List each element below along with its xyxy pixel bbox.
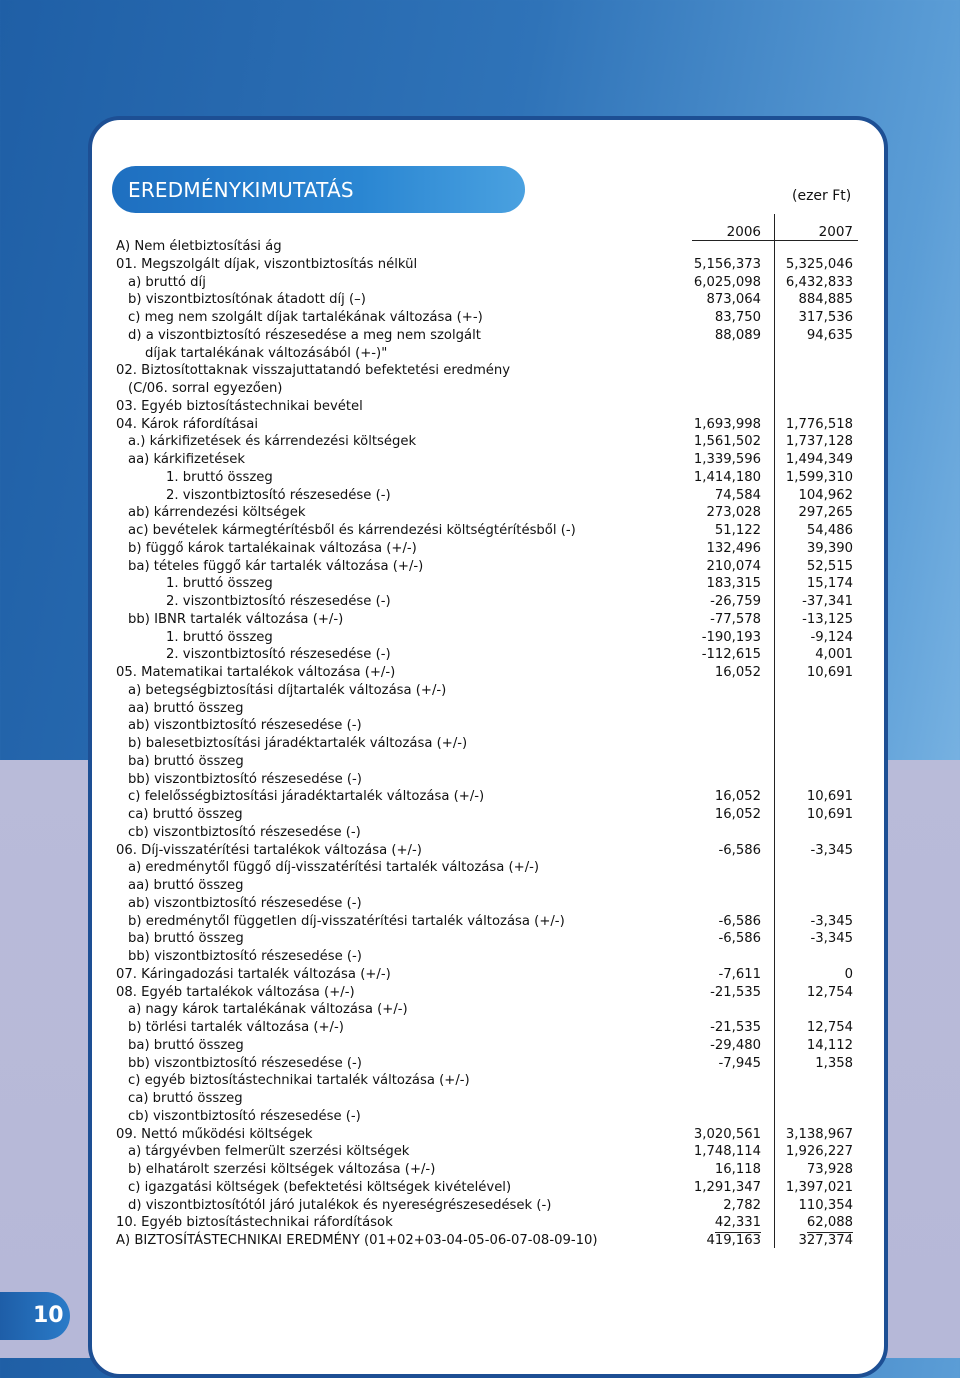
row-value-2006: 1,561,502 bbox=[693, 434, 761, 450]
row-value-2007: 5,325,046 bbox=[785, 256, 853, 272]
row-value-2007: 10,691 bbox=[806, 807, 853, 822]
row-value-2006: -6,586 bbox=[718, 931, 761, 947]
table-row bbox=[0, 558, 960, 576]
row-label: b) függő károk tartalékainak változása (+/-) bbox=[128, 540, 417, 556]
row-label: 03. Egyéb biztosítástechnikai bevétel bbox=[116, 398, 363, 414]
row-value-2006: -21,535 bbox=[710, 984, 761, 1000]
row-value-2006: -6,586 bbox=[718, 913, 761, 929]
table-row bbox=[0, 682, 960, 700]
row-value-2006: 74,584 bbox=[714, 487, 761, 503]
table-row bbox=[0, 735, 960, 753]
table-row bbox=[0, 859, 960, 877]
row-label: b) elhatárolt szerzési költségek változása (+/-) bbox=[128, 1162, 436, 1177]
table-row bbox=[0, 1108, 960, 1126]
row-value-2006: 16,052 bbox=[714, 665, 761, 680]
row-value-2006: 88,089 bbox=[714, 327, 761, 343]
table-row bbox=[0, 717, 960, 735]
table-row bbox=[0, 842, 960, 860]
table-row bbox=[0, 238, 960, 256]
row-value-2007: 317,536 bbox=[798, 310, 853, 325]
table-row bbox=[0, 1019, 960, 1037]
row-value-2007: 14,112 bbox=[806, 1037, 853, 1053]
row-label: b) balesetbiztosítási járadéktartalék változása (+/-) bbox=[128, 736, 468, 751]
table-row bbox=[0, 540, 960, 558]
row-value-2007: 62,088 bbox=[807, 1214, 853, 1233]
table-row bbox=[0, 433, 960, 451]
row-value-2007: -3,345 bbox=[810, 842, 853, 858]
table-row bbox=[0, 1161, 960, 1179]
table-row bbox=[0, 575, 960, 593]
row-label: bb) viszontbiztosító részesedése (-) bbox=[128, 1055, 362, 1071]
row-label: 07. Káringadozási tartalék változása (+/-) bbox=[116, 966, 391, 982]
page-title: EREDMÉNYKIMUTATÁS bbox=[128, 178, 354, 202]
row-label: 1. bruttó összeg bbox=[166, 629, 273, 645]
row-value-2006: 51,122 bbox=[714, 523, 761, 538]
row-label: 09. Nettó működési költségek bbox=[116, 1126, 313, 1142]
table-row bbox=[0, 1214, 960, 1232]
row-value-2007: 0 bbox=[844, 966, 853, 982]
row-value-2006: 6,025,098 bbox=[693, 274, 761, 290]
row-label: 10. Egyéb biztosítástechnikai ráfordítások bbox=[116, 1215, 393, 1231]
row-label: 2. viszontbiztosító részesedése (-) bbox=[166, 647, 391, 663]
row-value-2006: 273,028 bbox=[706, 505, 761, 521]
row-label: aa) kárkifizetések bbox=[128, 452, 245, 467]
row-value-2006: -77,578 bbox=[710, 611, 761, 627]
table-row bbox=[0, 611, 960, 629]
row-value-2006: 210,074 bbox=[706, 558, 761, 574]
table-row bbox=[0, 593, 960, 611]
row-value-2007: 6,432,833 bbox=[785, 274, 853, 290]
table-row bbox=[0, 664, 960, 682]
table-row bbox=[0, 1072, 960, 1090]
row-value-2006: -6,586 bbox=[718, 842, 761, 858]
row-label: bb) viszontbiztosító részesedése (-) bbox=[128, 949, 362, 964]
row-label: 01. Megszolgált díjak, viszontbiztosítás nélkül bbox=[116, 256, 418, 272]
row-value-2006: 183,315 bbox=[706, 576, 761, 592]
row-value-2006: 5,156,373 bbox=[693, 256, 761, 272]
row-label: bb) viszontbiztosító részesedése (-) bbox=[128, 771, 362, 787]
row-label: 05. Matematikai tartalékok változása (+/-) bbox=[116, 665, 396, 680]
row-value-2006: 16,118 bbox=[714, 1162, 761, 1177]
row-label: aa) bruttó összeg bbox=[128, 700, 244, 716]
table-row bbox=[0, 327, 960, 345]
row-value-2007: -13,125 bbox=[802, 611, 853, 627]
row-label: a.) kárkifizetések és kárrendezési költségek bbox=[128, 434, 417, 450]
row-value-2006: 873,064 bbox=[706, 292, 761, 308]
row-label: (C/06. sorral egyezően) bbox=[128, 381, 283, 396]
row-value-2007: 1,926,227 bbox=[785, 1144, 853, 1160]
row-value-2007: 1,776,518 bbox=[785, 416, 853, 432]
row-label: a) tárgyévben felmerült szerzési költségek bbox=[128, 1144, 410, 1160]
row-label: ba) tételes függő kár tartalék változása (+/-) bbox=[128, 558, 424, 574]
table-row bbox=[0, 966, 960, 984]
row-value-2007: 52,515 bbox=[806, 558, 853, 574]
row-value-2006: 1,748,114 bbox=[693, 1144, 761, 1160]
row-label: bb) IBNR tartalék változása (+/-) bbox=[128, 611, 344, 627]
row-label: aa) bruttó összeg bbox=[128, 878, 244, 893]
row-value-2007: 110,354 bbox=[798, 1197, 853, 1213]
row-label: c) felelősségbiztosítási járadéktartalék változása (+/-) bbox=[128, 789, 485, 805]
table-row bbox=[0, 416, 960, 434]
table-row bbox=[0, 930, 960, 948]
row-value-2007: 1,737,128 bbox=[785, 434, 853, 450]
row-value-2006: 3,020,561 bbox=[693, 1126, 761, 1142]
table-row bbox=[0, 700, 960, 718]
table-row bbox=[0, 256, 960, 274]
row-value-2007: -9,124 bbox=[810, 629, 853, 645]
table-row bbox=[0, 291, 960, 309]
row-value-2007: 94,635 bbox=[806, 327, 853, 343]
row-label: b) törlési tartalék változása (+/-) bbox=[128, 1020, 344, 1035]
row-label: cb) viszontbiztosító részesedése (-) bbox=[128, 824, 361, 840]
row-value-2007: 104,962 bbox=[798, 487, 853, 503]
row-value-2006: 132,496 bbox=[706, 540, 761, 556]
row-value-2007: 1,599,310 bbox=[785, 469, 853, 485]
row-label: 04. Károk ráfordításai bbox=[116, 416, 258, 432]
row-value-2007: 39,390 bbox=[806, 540, 853, 556]
row-label: c) meg nem szolgált díjak tartalékának változása (+-) bbox=[128, 310, 483, 325]
row-label: a) nagy károk tartalékának változása (+/-) bbox=[128, 1002, 408, 1018]
table-row bbox=[0, 913, 960, 931]
row-value-2007: 10,691 bbox=[806, 665, 853, 680]
row-value-2007: 1,397,021 bbox=[785, 1179, 853, 1195]
row-value-2006: -21,535 bbox=[710, 1020, 761, 1035]
row-value-2006: 83,750 bbox=[714, 310, 761, 325]
row-value-2007: 327,374 bbox=[798, 1233, 853, 1248]
row-value-2006: 1,291,347 bbox=[693, 1179, 761, 1195]
row-value-2007: 1,494,349 bbox=[785, 452, 853, 467]
row-label: ba) bruttó összeg bbox=[128, 1037, 244, 1053]
row-label: 2. viszontbiztosító részesedése (-) bbox=[166, 487, 391, 503]
table-row bbox=[0, 1126, 960, 1144]
table-row bbox=[0, 646, 960, 664]
row-label: 02. Biztosítottaknak visszajuttatandó befektetési eredmény bbox=[116, 363, 511, 379]
column-header-2007: 2007 bbox=[818, 224, 853, 240]
row-value-2007: -37,341 bbox=[802, 594, 853, 609]
row-value-2007: -3,345 bbox=[810, 913, 853, 929]
row-label: ab) kárrendezési költségek bbox=[128, 505, 306, 521]
table-row bbox=[0, 948, 960, 966]
table-row bbox=[0, 522, 960, 540]
row-value-2007: 4,001 bbox=[815, 647, 853, 663]
column-header-2006: 2006 bbox=[726, 224, 761, 240]
row-label: díjak tartalékának változásából (+-)" bbox=[145, 345, 388, 361]
table-row bbox=[0, 1143, 960, 1161]
row-label: 1. bruttó összeg bbox=[166, 469, 273, 485]
row-label: ab) viszontbiztosító részesedése (-) bbox=[128, 895, 362, 911]
row-label: b) viszontbiztosítónak átadott díj (–) bbox=[128, 292, 366, 308]
row-label: d) a viszontbiztosító részesedése a meg nem szolgált bbox=[128, 327, 481, 343]
table-row bbox=[0, 1179, 960, 1197]
table-row bbox=[0, 788, 960, 806]
row-value-2007: 73,928 bbox=[806, 1162, 853, 1177]
table-row bbox=[0, 1001, 960, 1019]
row-label: ca) bruttó összeg bbox=[128, 807, 243, 822]
table-row bbox=[0, 398, 960, 416]
row-label: a) bruttó díj bbox=[128, 274, 206, 290]
row-value-2006: 16,052 bbox=[714, 789, 761, 805]
table-row bbox=[0, 504, 960, 522]
table-row bbox=[0, 487, 960, 505]
row-value-2006: 1,693,998 bbox=[693, 416, 761, 432]
row-label: b) eredménytől független díj-visszatérítési tartalék változása (+/-) bbox=[128, 913, 565, 929]
row-value-2007: 54,486 bbox=[806, 523, 853, 538]
table-row bbox=[0, 877, 960, 895]
row-value-2006: 42,331 bbox=[715, 1214, 761, 1233]
row-value-2006: -7,945 bbox=[718, 1055, 761, 1071]
row-label: ca) bruttó összeg bbox=[128, 1091, 243, 1106]
row-value-2007: 1,358 bbox=[815, 1055, 853, 1071]
table-row bbox=[0, 771, 960, 789]
table-row bbox=[0, 1197, 960, 1215]
table-row bbox=[0, 895, 960, 913]
row-value-2006: 16,052 bbox=[714, 807, 761, 822]
row-label: A) BIZTOSÍTÁSTECHNIKAI EREDMÉNY (01+02+03-04-05-06-07-08-09-10) bbox=[116, 1233, 598, 1248]
row-label: c) egyéb biztosítástechnikai tartalék változása (+/-) bbox=[128, 1073, 470, 1089]
row-label: 1. bruttó összeg bbox=[166, 576, 273, 592]
row-label: ba) bruttó összeg bbox=[128, 931, 244, 947]
table-row bbox=[0, 274, 960, 292]
row-value-2007: 12,754 bbox=[806, 1020, 853, 1035]
table-row bbox=[0, 362, 960, 380]
table-row bbox=[0, 984, 960, 1002]
row-value-2006: -7,611 bbox=[718, 966, 761, 982]
unit-label: (ezer Ft) bbox=[792, 188, 852, 204]
row-value-2007: 3,138,967 bbox=[785, 1126, 853, 1142]
row-value-2006: -190,193 bbox=[701, 629, 761, 645]
table-row bbox=[0, 380, 960, 398]
row-value-2006: -29,480 bbox=[710, 1037, 761, 1053]
row-label: cb) viszontbiztosító részesedése (-) bbox=[128, 1108, 361, 1124]
row-label: 08. Egyéb tartalékok változása (+/-) bbox=[116, 984, 355, 1000]
table-row bbox=[0, 1232, 960, 1250]
row-label: a) betegségbiztosítási díjtartalék változása (+/-) bbox=[128, 682, 447, 698]
row-value-2007: 15,174 bbox=[806, 576, 853, 592]
table-row bbox=[0, 1090, 960, 1108]
row-value-2007: 10,691 bbox=[806, 789, 853, 805]
row-label: A) Nem életbiztosítási ág bbox=[116, 239, 282, 254]
row-value-2007: 12,754 bbox=[806, 984, 853, 1000]
row-value-2006: 1,339,596 bbox=[693, 452, 761, 467]
table-row bbox=[0, 753, 960, 771]
row-label: a) eredménytől függő díj-visszatérítési tartalék változása (+/-) bbox=[128, 860, 540, 876]
row-label: c) igazgatási költségek (befektetési költségek kivételével) bbox=[128, 1179, 512, 1195]
table-row bbox=[0, 1037, 960, 1055]
table-row bbox=[0, 451, 960, 469]
row-value-2006: 1,414,180 bbox=[693, 469, 761, 485]
row-label: ac) bevételek kármegtérítésből és kárrendezési költségtérítésből (-) bbox=[128, 523, 576, 538]
row-value-2006: 419,163 bbox=[706, 1233, 761, 1248]
table-row bbox=[0, 824, 960, 842]
row-value-2006: 2,782 bbox=[723, 1197, 761, 1213]
table-row bbox=[0, 345, 960, 363]
row-value-2006: -112,615 bbox=[701, 647, 761, 663]
row-label: 06. Díj-visszatérítési tartalékok változása (+/-) bbox=[116, 842, 422, 858]
row-label: ba) bruttó összeg bbox=[128, 753, 244, 769]
table-row bbox=[0, 309, 960, 327]
table-row bbox=[0, 469, 960, 487]
row-value-2007: 297,265 bbox=[798, 505, 853, 521]
row-label: d) viszontbiztosítótól járó jutalékok és nyereségrészesedések (-) bbox=[128, 1197, 552, 1213]
row-label: 2. viszontbiztosító részesedése (-) bbox=[166, 594, 391, 609]
table-row bbox=[0, 1055, 960, 1073]
row-value-2006: -26,759 bbox=[710, 594, 761, 609]
row-value-2007: -3,345 bbox=[810, 931, 853, 947]
table-row bbox=[0, 806, 960, 824]
table-row bbox=[0, 629, 960, 647]
row-value-2007: 884,885 bbox=[798, 292, 853, 308]
page-number: 10 bbox=[33, 1303, 64, 1328]
row-label: ab) viszontbiztosító részesedése (-) bbox=[128, 718, 362, 734]
